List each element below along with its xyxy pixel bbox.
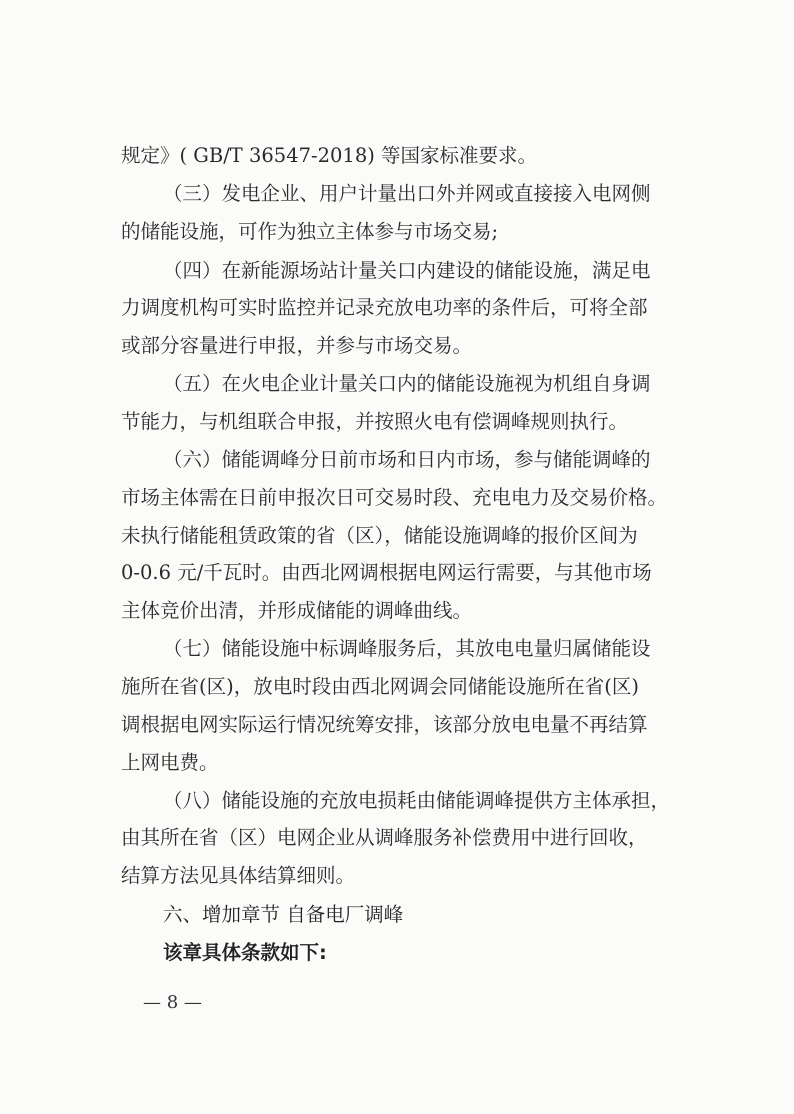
text-line: （五）在火电企业计量关口内的储能设施视为机组自身调 <box>163 372 651 395</box>
text-line: 结算方法见具体结算细则。 <box>121 864 356 887</box>
text-line: 0-0.6 元/千瓦时。由西北网调根据电网运行需要，与其他市场 <box>121 561 652 584</box>
text-line: 力调度机构可实时监控并记录充放电功率的条件后，可将全部 <box>121 296 648 319</box>
text-line: （三）发电企业、用户计量出口外并网或直接接入电网侧 <box>163 182 651 205</box>
text-line: （四）在新能源场站计量关口内建设的储能设施，满足电 <box>163 259 651 282</box>
page-number: — 8 — <box>143 992 202 1013</box>
text-line: 或部分容量进行申报，并参与市场交易。 <box>121 334 473 357</box>
section-subheading: 该章具体条款如下: <box>163 941 327 964</box>
text-line: 未执行储能租赁政策的省（区），储能设施调峰的报价区间为 <box>121 524 638 547</box>
text-line: （八）储能设施的充放电损耗由储能调峰提供方主体承担， <box>163 789 671 812</box>
text-line: 调根据电网实际运行情况统筹安排，该部分放电电量不再结算 <box>121 713 648 736</box>
text-line: 的储能设施，可作为独立主体参与市场交易; <box>121 220 499 243</box>
text-line: 市场主体需在日前申报次日可交易时段、充电电力及交易价格。 <box>121 486 668 509</box>
section-heading: 六、增加章节 自备电厂调峰 <box>163 903 404 926</box>
text-line: 由其所在省（区）电网企业从调峰服务补偿费用中进行回收， <box>121 826 648 849</box>
text-line: 规定》( GB/T 36547-2018) 等国家标准要求。 <box>121 144 538 167</box>
text-line: （六）储能调峰分日前市场和日内市场，参与储能调峰的 <box>163 448 651 471</box>
text-line: 上网电费。 <box>121 751 219 774</box>
text-line: （七）储能设施中标调峰服务后，其放电电量归属储能设 <box>163 637 651 660</box>
text-line: 主体竞价出清，并形成储能的调峰曲线。 <box>121 599 473 622</box>
text-line: 节能力，与机组联合申报，并按照火电有偿调峰规则执行。 <box>121 410 629 433</box>
text-line: 施所在省(区)，放电时段由西北网调会同储能设施所在省(区) <box>121 675 639 698</box>
